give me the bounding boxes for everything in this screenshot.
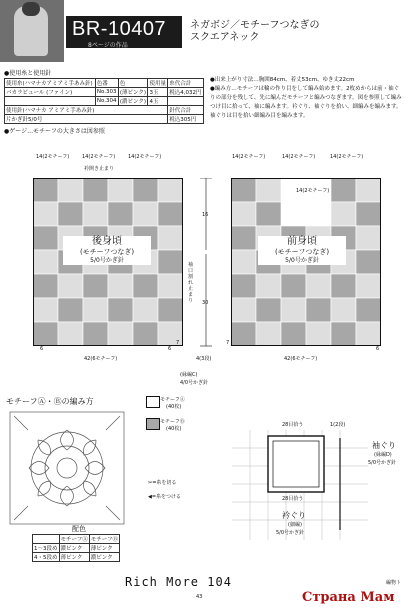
motif-cell xyxy=(231,274,256,298)
motif-cell xyxy=(158,202,183,226)
table-cell: 4・5段め xyxy=(33,553,60,562)
gauge-note: ●ゲージ…モチーフの大きさは図参照 xyxy=(4,128,105,135)
motif-cell xyxy=(33,274,58,298)
front-top-dim-1: 14(2モチーフ) xyxy=(232,154,266,160)
table-cell: 薄ピンク xyxy=(89,544,119,553)
mark-join-label: =糸をつける xyxy=(151,494,182,500)
motif-cell xyxy=(256,178,281,202)
legend-swatch-a xyxy=(146,396,160,408)
back-panel-label xyxy=(63,236,151,265)
motif-cell xyxy=(108,202,133,226)
table-cell: 濃ピンク xyxy=(89,553,119,562)
motif-cell xyxy=(256,298,281,322)
triangle-icon: ◀ xyxy=(148,494,152,500)
table-row xyxy=(5,88,204,97)
motif-cell xyxy=(306,274,331,298)
motif-cell xyxy=(58,178,83,202)
motif-cell xyxy=(256,202,281,226)
motif-cell xyxy=(256,322,281,346)
dim-7-left: 7 xyxy=(176,340,180,346)
front-bottom-inner: 6 xyxy=(376,346,380,352)
neck-needle: 5/0号かぎ針 xyxy=(276,530,305,536)
neck-top-dim-2: 1(2段) xyxy=(330,422,346,428)
front-panel-name: 前身頃 xyxy=(287,236,317,247)
table-cell: 使用糸(ハマナカアミアミ手あみ針) xyxy=(5,79,96,88)
table-cell: 色番 xyxy=(95,79,118,88)
page-reference: 8ページの作品 xyxy=(88,42,128,49)
motif-cell xyxy=(33,250,58,274)
table-cell xyxy=(168,97,204,106)
table-cell: 4玉 xyxy=(148,97,168,106)
color-table xyxy=(32,534,120,562)
table-cell: 3玉 xyxy=(148,88,168,97)
motif-cell xyxy=(33,178,58,202)
mark-cut xyxy=(148,480,176,486)
table-cell: 税込305円 xyxy=(168,115,204,124)
table-cell: 使用針(ハマナカ アミアミ手あみ針) xyxy=(5,106,168,115)
motif-cell xyxy=(58,298,83,322)
materials-heading: ●使用糸と使用針 xyxy=(4,70,52,77)
table-cell: 片かぎ針5/0号 xyxy=(5,115,168,124)
motif-cell xyxy=(331,322,356,346)
sleeve-sub: (縁編D) xyxy=(374,452,392,458)
table-row xyxy=(5,106,204,115)
table-row xyxy=(33,553,120,562)
motif-cell xyxy=(356,250,381,274)
motif-cell xyxy=(133,274,158,298)
table-row xyxy=(5,97,204,106)
dim-16: 16 xyxy=(202,212,209,218)
motif-cell xyxy=(108,274,133,298)
mark-join xyxy=(148,494,181,500)
motif-cell xyxy=(281,298,306,322)
table-row xyxy=(5,115,204,124)
mark-cut-label: =糸を切る xyxy=(152,480,177,486)
front-panel-label xyxy=(258,236,346,265)
legend-a-count: (40枚) xyxy=(166,404,182,410)
title-line-2: スクエアネック xyxy=(190,32,260,43)
sleeve-edge-needle: 4/0号かぎ針 xyxy=(180,380,209,386)
sleeve-needle: 5/0号かぎ針 xyxy=(368,460,397,466)
table-cell: 1〜3段め xyxy=(33,544,60,553)
motif-cell xyxy=(281,274,306,298)
motif-cell xyxy=(33,322,58,346)
motif-cell xyxy=(133,322,158,346)
motif-cell xyxy=(356,274,381,298)
legend-a: モチーフⒶ xyxy=(160,397,185,403)
back-bottom-dim: 42(6モチーフ) xyxy=(84,356,118,362)
front-top-dim-3: 14(2モチーフ) xyxy=(330,154,364,160)
motif-cell xyxy=(83,178,108,202)
motif-cell xyxy=(58,274,83,298)
neck-label: 衿ぐり xyxy=(282,511,306,520)
title-line-1: ネガボジ／モチーフつなぎの xyxy=(190,20,320,31)
table-cell: No.304 xyxy=(96,98,117,104)
front-panel-needle: 5/0号かぎ針 xyxy=(285,257,319,264)
motif-cell xyxy=(331,178,356,202)
back-bottom-inner-2: 6 xyxy=(168,346,172,352)
table-row xyxy=(33,544,120,553)
motif-cell xyxy=(231,322,256,346)
table-cell: No.303 xyxy=(96,89,117,95)
footer-text: Rich More 104 xyxy=(125,575,232,589)
pattern-code: BR-10407 xyxy=(72,18,167,40)
neck-mid-dim: 28目拾う xyxy=(282,496,304,502)
motif-cell xyxy=(158,274,183,298)
neck-label-sub: (細編) xyxy=(288,522,302,528)
table-cell: 使用量 xyxy=(148,79,168,88)
motif-cell xyxy=(231,178,256,202)
motif-cell xyxy=(231,226,256,250)
materials-table xyxy=(4,78,204,124)
dim-30: 30 xyxy=(202,300,209,306)
color-table-title: 配色 xyxy=(72,525,86,533)
front-neck-note: 14(2モチーフ) xyxy=(296,188,330,194)
motif-cell xyxy=(83,298,108,322)
motif-cell xyxy=(231,298,256,322)
motif-cell xyxy=(33,202,58,226)
table-cell xyxy=(5,97,96,106)
table-row xyxy=(33,535,120,544)
motif-cell xyxy=(231,202,256,226)
back-panel-sub: (モチーフつなぎ) xyxy=(79,248,135,256)
motif-cell xyxy=(58,322,83,346)
motif-cell xyxy=(133,178,158,202)
motif-cell xyxy=(83,202,108,226)
side-note: 袖口割れ止まり xyxy=(188,262,194,304)
table-cell: 針代合計 xyxy=(168,106,204,115)
motif-cell xyxy=(158,322,183,346)
back-panel-needle: 5/0号かぎ針 xyxy=(90,257,124,264)
front-panel-sub: (モチーフつなぎ) xyxy=(274,248,330,256)
table-cell: モチーフⒷ xyxy=(89,535,119,544)
table-cell: 濃ピンク xyxy=(59,544,89,553)
motif-cell xyxy=(83,274,108,298)
motif-cell xyxy=(331,274,356,298)
size-note: ●出来上がり寸法…胸囲84cm、着丈53cm、ゆき丈22cm xyxy=(210,77,355,83)
legend-b-count: (40枚) xyxy=(166,426,182,432)
dim-7-right: 7 xyxy=(226,340,230,346)
materials-header-row xyxy=(5,79,204,88)
method-note: ●編み方…モチーフは輪の作り目をして編み始めます。2枚めからは前・袖ぐりの部分を残して、先に編んだモチーフと編みつなぎます。図を参照して編みつけ目に拾って、袖に編みます。衿ぐり、袖ぐりを拾い、細編みを編みます。袖ぐりは目を拾い細編み目を編みます。 xyxy=(210,86,402,119)
neck-top-dim: 28目拾う xyxy=(282,422,304,428)
dim-4: 4(3段) xyxy=(196,356,212,362)
back-bottom-inner: 6 xyxy=(40,346,44,352)
legend-swatch-b xyxy=(146,418,160,430)
motif-cell xyxy=(356,226,381,250)
table-cell: 税込4,032円 xyxy=(168,88,204,97)
table-cell: 薄ピンク xyxy=(59,553,89,562)
back-panel-name: 後身頃 xyxy=(92,236,122,247)
motif-cell xyxy=(33,226,58,250)
table-cell xyxy=(33,535,60,544)
motif-cell xyxy=(133,202,158,226)
motif-cell xyxy=(58,202,83,226)
back-neck-note: 衿開き止まり xyxy=(84,166,115,172)
instructions-block xyxy=(210,76,404,121)
motif-cell xyxy=(306,322,331,346)
table-cell: (濃ピンク) xyxy=(118,97,148,106)
back-top-dim-2: 14(2モチーフ) xyxy=(82,154,116,160)
table-cell: 糸代合計 xyxy=(168,79,204,88)
motif-crochet-chart xyxy=(8,410,128,528)
watermark: Страна Мам xyxy=(302,590,395,605)
table-cell: モチーフⒶ xyxy=(59,535,89,544)
page-number: 43 xyxy=(196,594,203,600)
back-top-dim-1: 14(2モチーフ) xyxy=(36,154,70,160)
motif-cell xyxy=(33,298,58,322)
back-top-dim-3: 14(2モチーフ) xyxy=(128,154,162,160)
motif-cell xyxy=(108,322,133,346)
motif-cell xyxy=(356,178,381,202)
motif-cell xyxy=(306,298,331,322)
motif-title: モチーフⒶ・Ⓑの編み方 xyxy=(6,397,94,406)
motif-cell xyxy=(331,298,356,322)
motif-cell xyxy=(158,250,183,274)
table-cell: (薄ピンク) xyxy=(118,88,148,97)
motif-cell xyxy=(83,322,108,346)
motif-cell xyxy=(256,274,281,298)
front-bottom-dim: 42(6モチーフ) xyxy=(284,356,318,362)
table-cell: 色 xyxy=(118,79,148,88)
motif-cell xyxy=(281,322,306,346)
table-cell: バカラピュール (ファイン) xyxy=(5,88,96,97)
pattern-title xyxy=(190,20,320,44)
motif-cell xyxy=(108,178,133,202)
sleeve-label: 袖ぐり xyxy=(372,441,396,450)
center-dimension-lines xyxy=(186,178,226,360)
motif-cell xyxy=(356,298,381,322)
motif-cell xyxy=(158,226,183,250)
motif-cell xyxy=(331,202,356,226)
footer-tag: 編物ト xyxy=(386,580,402,586)
front-top-dim-2: 14(2モチーフ) xyxy=(282,154,316,160)
motif-cell xyxy=(108,298,133,322)
motif-cell xyxy=(158,298,183,322)
sleeve-edge-label: (縁編C) xyxy=(180,372,198,378)
motif-cell xyxy=(356,322,381,346)
motif-cell xyxy=(133,298,158,322)
pattern-code-box xyxy=(66,16,182,48)
scissor-icon: ✂ xyxy=(148,480,153,486)
garment-photo xyxy=(0,0,64,62)
motif-cell xyxy=(356,202,381,226)
legend-b: モチーフⒷ xyxy=(160,419,185,425)
motif-cell xyxy=(158,178,183,202)
motif-cell xyxy=(231,250,256,274)
